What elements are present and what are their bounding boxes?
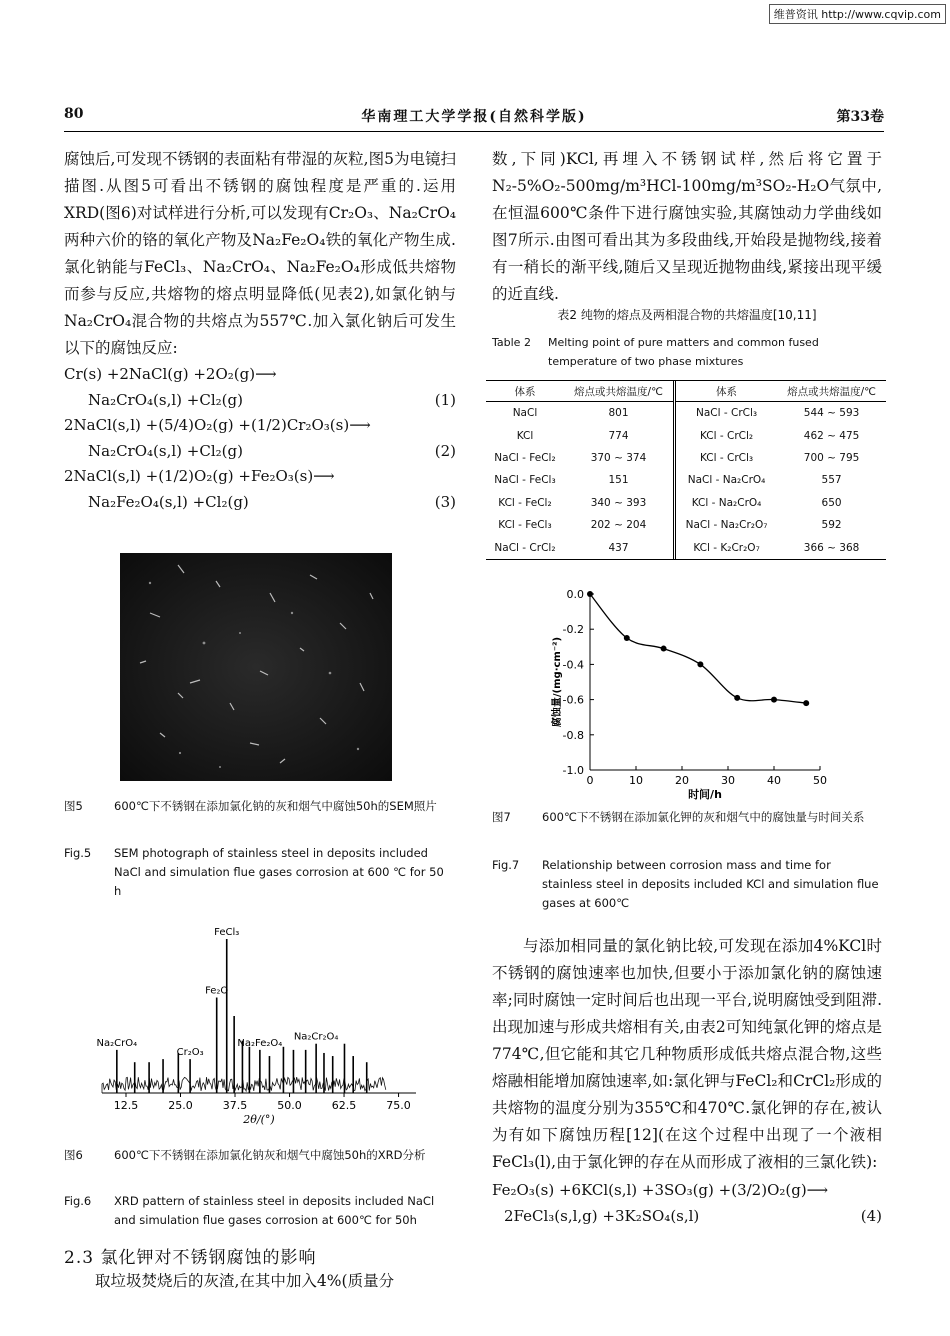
table2-header-row: [486, 381, 886, 402]
fig5-text-cn: 600℃下不锈钢在添加氯化钠的灰和烟气中腐蚀50h的SEM照片: [114, 799, 437, 813]
xrd-x-tick-label: 37.5: [222, 1099, 248, 1112]
chart-x-tick-label: 40: [767, 774, 781, 787]
table-cell: NaCl: [512, 407, 538, 420]
equation-3-line-2: Na₂Fe₂O₄(s,l) +Cl₂(g): [88, 492, 249, 511]
fig7-text-cn: 600℃下不锈钢在添加氯化钾的灰和烟气中的腐蚀量与时间关系: [542, 810, 865, 824]
table-cell: 366 ~ 368: [803, 541, 860, 554]
chart-x-tick-label: 20: [675, 774, 689, 787]
sem-image: [120, 553, 392, 781]
equation-1-line-2: Na₂CrO₄(s,l) +Cl₂(g): [88, 390, 243, 409]
xrd-x-tick-label: 62.5: [331, 1099, 357, 1112]
equation-4-line-1: Fe₂O₃(s) +6KCl(s,l) +3SO₃(g) +(3/2)O₂(g)⟶: [492, 1181, 829, 1199]
table2-label-en: Table 2: [492, 336, 531, 349]
table-cell: 544 ~ 593: [803, 407, 860, 420]
right-paragraph-2-text: 与添加相同量的氯化钠比较,可发现在添加4%KCl时不锈钢的腐蚀速率也加快,但要小于添加氯化钠的腐蚀速率;同时腐蚀一定时间后也出现一平台,说明腐蚀受到阻滞.出现加速与形成共熔相有关,由表2可知纯氯化钾的熔点是774℃,但它能和其它几种物质形成低共熔点混合物,这些熔融相能增加腐蚀速率,如:氯化钾与FeCl₂和CrCl₂形成的共熔物的温度分别为355℃和470℃.氯化钾的存在,被认为有如下腐蚀历程[12](在这个过程中出现了一个液相FeCl₃(l),由于氯化钾的存在从而形成了液相的三氯化铁):: [492, 937, 882, 1171]
equation-2: [64, 413, 456, 464]
running-header: [64, 106, 884, 130]
table-cell: KCl - FeCl₂: [498, 496, 552, 509]
right-paragraph-1: 数,下同)KCl,再埋入不锈钢试样,然后将它置于N₂-5%O₂-500mg/m³HCl-100mg/m³SO₂-H₂O气氛中,在恒温600℃条件下进行腐蚀实验,其腐蚀动力学曲线如图7所示.由图可看出其为多段曲线,开始段是抛物线,接着有一稍长的渐平线,随后又呈现近抛物曲线,紧接出现平缓的近直线.: [492, 150, 882, 303]
corrosion-svg: [520, 582, 840, 800]
equation-2-line-1: 2NaCl(s,l) +(5/4)O₂(g) +(1/2)Cr₂O₃(s)⟶: [64, 416, 371, 434]
table-cell: 462 ~ 475: [803, 429, 860, 442]
table-row: [486, 514, 886, 536]
chart-data-point: [803, 700, 809, 706]
left-paragraph-2-text: 取垃圾焚烧后的灰渣,在其中加入4%(质量分: [95, 1272, 395, 1290]
equation-2-line-2: Na₂CrO₄(s,l) +Cl₂(g): [88, 441, 243, 460]
fig5-caption-cn: [64, 797, 456, 816]
table-cell: NaCl - FeCl₃: [494, 474, 556, 487]
equation-3-number: (3): [434, 492, 456, 511]
corrosion-chart: [520, 582, 840, 800]
fig7-text-en: Relationship between corrosion mass and time for stainless steel in deposits included KCl and simulation flue gases at 600℃: [542, 858, 879, 910]
chart-y-tick-label: 0.0: [566, 588, 584, 601]
chart-data-point: [624, 635, 630, 641]
chart-x-tick-label: 10: [629, 774, 643, 787]
xrd-peak-label: FeCl₃: [214, 927, 240, 938]
equation-4-number: (4): [860, 1206, 882, 1225]
table-cell: NaCl - Na₂Cr₂O₇: [674, 514, 777, 536]
xrd-peak-label: Cr₂O₃: [176, 1047, 204, 1059]
fig7-label-cn: 图7: [492, 810, 511, 824]
table-cell: KCl - K₂Cr₂O₇: [674, 536, 777, 558]
table-cell: 151: [608, 474, 629, 487]
fig6-label-cn: 图6: [64, 1148, 83, 1162]
xrd-svg: [86, 915, 446, 1140]
table-cell: NaCl - FeCl₂: [494, 451, 556, 464]
left-paragraph-1: 腐蚀后,可发现不锈钢的表面粘有带湿的灰粒,图5为电镜扫描图.从图5可看出不锈钢的腐蚀程度是严重的.运用XRD(图6)对试样进行分析,可以发现有Cr₂O₃、Na₂CrO₄两种六价的铬的氧化产物及Na₂Fe₂O₄铁的氧化产物生成.氯化钠能与FeCl₃、Na₂CrO₄、Na₂Fe₂O₄形成低共熔物而参与反应,共熔物的熔点明显降低(见表2),如氯化钠与Na₂CrO₄混合物的共熔点为557℃.加入氯化钠后可发生以下的腐蚀反应:: [64, 150, 456, 357]
xrd-peak-label: Na₂Fe₂O₄: [237, 1037, 283, 1049]
volume-label: 第33卷: [836, 109, 884, 125]
chart-y-tick-label: -0.4: [562, 658, 584, 672]
table-cell: KCl - Na₂CrO₄: [674, 492, 777, 514]
table-cell: 340 ~ 393: [590, 496, 647, 509]
table2-header-cell: 熔点或共熔温度/℃: [564, 381, 675, 402]
table2-title-en: [492, 333, 882, 371]
table-cell: NaCl - Na₂CrO₄: [674, 469, 777, 491]
left-column: [64, 146, 456, 515]
chart-y-tick-label: -1.0: [562, 764, 584, 777]
chart-x-tick-label: 30: [721, 774, 735, 787]
fig6-caption-cn: [64, 1146, 456, 1165]
xrd-x-tick-label: 75.0: [386, 1099, 411, 1112]
equation-3-line-1: 2NaCl(s,l) +(1/2)O₂(g) +Fe₂O₃(s)⟶: [64, 467, 335, 485]
table2-header-cell: 熔点或共熔温度/℃: [777, 381, 886, 402]
chart-series-line: [590, 594, 806, 703]
table-cell: 650: [821, 496, 842, 509]
chart-y-tick-label: -0.8: [562, 728, 584, 742]
xrd-peak-label: Fe₂O: [205, 985, 229, 997]
left-paragraph-2: [64, 1268, 456, 1295]
section-heading: 2.3 氯化钾对不锈钢腐蚀的影响: [64, 1248, 317, 1268]
chart-data-point: [734, 695, 740, 701]
table-cell: KCl - FeCl₃: [498, 519, 552, 532]
fig6-text-cn: 600℃下不锈钢在添加氯化钠灰和烟气中腐蚀50h的XRD分析: [114, 1148, 426, 1162]
chart-y-tick-label: -0.6: [562, 693, 584, 707]
chart-x-tick-label: 0: [586, 774, 594, 787]
table-cell: 774: [608, 429, 629, 442]
table-row: [486, 424, 886, 446]
table2-header-cell: 体系: [674, 381, 777, 402]
table2-text-en: Melting point of pure matters and common fused temperature of two phase mixtures: [548, 336, 819, 368]
table2: [486, 380, 886, 560]
header-rule: [64, 131, 884, 132]
chart-x-tick-label: 50: [813, 774, 827, 787]
xrd-x-tick-label: 25.0: [168, 1099, 193, 1112]
table-row: [486, 447, 886, 469]
table-cell: 437: [608, 541, 629, 554]
sem-texture: [120, 553, 392, 781]
table-cell: NaCl - CrCl₂: [494, 541, 556, 554]
chart-data-point: [587, 591, 593, 597]
chart-data-point: [661, 646, 667, 652]
table-row: [486, 402, 886, 425]
xrd-baseline-noise: [102, 1077, 386, 1093]
table-cell: 801: [608, 407, 629, 420]
fig5-label-cn: 图5: [64, 799, 83, 813]
xrd-peak-label: Na₂Cr₂O₄: [293, 1031, 339, 1043]
table2-header-cell: 体系: [486, 381, 564, 402]
table-cell: 700 ~ 795: [803, 451, 860, 464]
fig5-label-en: Fig.5: [64, 846, 92, 860]
xrd-chart: [86, 915, 446, 1140]
fig7-label-en: Fig.7: [492, 858, 520, 872]
table-cell: KCl - CrCl₂: [674, 424, 777, 446]
equation-4: [492, 1178, 882, 1229]
table-row: [486, 492, 886, 514]
table-row: [486, 536, 886, 558]
journal-title: 华南理工大学学报(自然科学版): [361, 109, 587, 125]
fig7-caption-cn: [492, 808, 884, 827]
xrd-x-tick-label: 50.0: [277, 1099, 302, 1112]
chart-x-axis-label: 时间/h: [688, 788, 722, 800]
fig6-label-en: Fig.6: [64, 1194, 92, 1208]
table-cell: 592: [821, 519, 842, 532]
table2-grid: [486, 381, 886, 559]
equation-1-line-1: Cr(s) +2NaCl(g) +2O₂(g)⟶: [64, 365, 277, 383]
chart-data-point: [697, 661, 703, 667]
xrd-x-tick-label: 12.5: [113, 1099, 139, 1112]
chart-y-axis-label: 腐蚀量/(mg·cm⁻²): [552, 636, 563, 728]
table2-title-cn: 表2 纯物的熔点及两相混合物的共熔温度[10,11]: [557, 308, 817, 322]
fig5-caption-en: [64, 844, 456, 901]
table-cell: 202 ~ 204: [590, 519, 647, 532]
equation-3: [64, 464, 456, 515]
equation-1-number: (1): [434, 390, 456, 409]
xrd-peak-label: Na₂CrO₄: [96, 1037, 138, 1049]
equation-4-line-2: 2FeCl₃(s,l,g) +3K₂SO₄(s,l): [504, 1206, 700, 1225]
table-cell: 370 ~ 374: [590, 451, 647, 464]
page-number: 80: [64, 106, 84, 122]
table-cell: 557: [821, 474, 842, 487]
table-row: [486, 469, 886, 491]
xrd-x-axis-label: 2θ/(°): [243, 1113, 275, 1126]
equation-2-number: (2): [434, 441, 456, 460]
equation-1: [64, 362, 456, 413]
fig5-text-en: SEM photograph of stainless steel in deposits included NaCl and simulation flue gases corrosion at 600 ℃ for 50 h: [114, 846, 444, 898]
fig6-caption-en: [64, 1192, 456, 1230]
fig7-caption-en: [492, 856, 884, 913]
fig6-text-en: XRD pattern of stainless steel in deposits included NaCl and simulation flue gases corrosion at 600℃ for 50h: [114, 1194, 435, 1227]
right-column-top: [492, 146, 882, 308]
chart-y-tick-label: -0.2: [562, 623, 584, 637]
table-cell: NaCl - CrCl₃: [674, 402, 777, 425]
chart-data-point: [771, 697, 777, 703]
right-paragraph-2: [492, 933, 882, 1229]
table-cell: KCl: [516, 429, 534, 442]
watermark: 维普资讯 http://www.cqvip.com: [769, 4, 946, 24]
table-cell: KCl - CrCl₃: [674, 447, 777, 469]
